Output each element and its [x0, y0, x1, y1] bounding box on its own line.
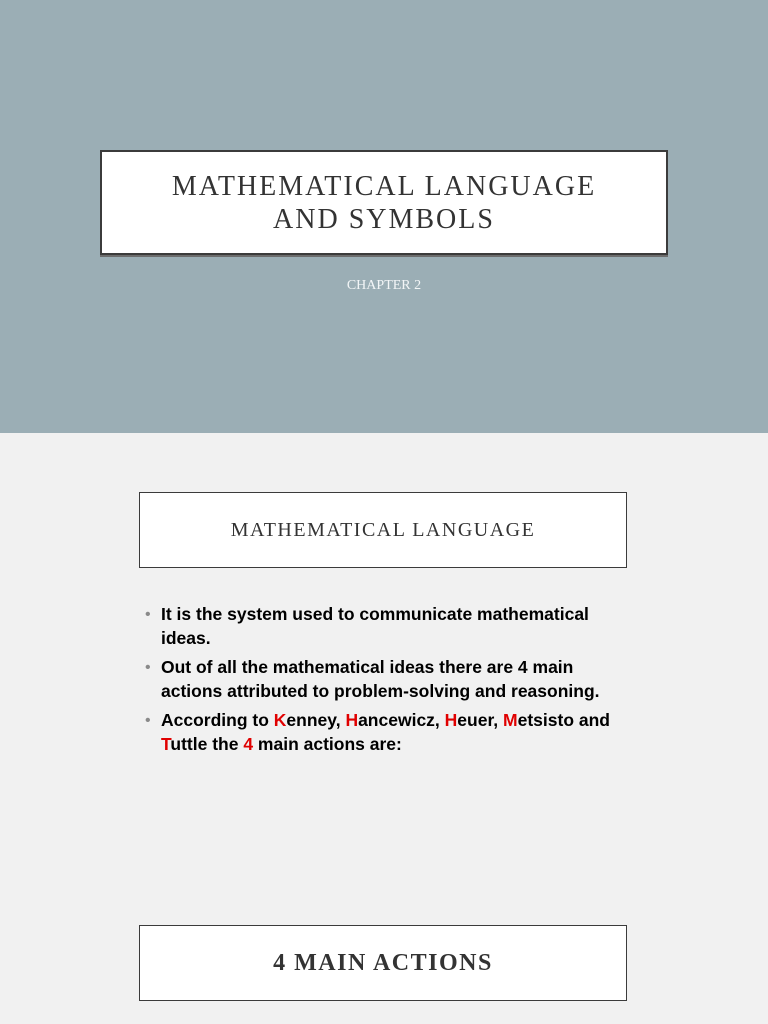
bullet-item [140, 656, 630, 703]
bullet-item [140, 709, 630, 756]
slide-title: MATHEMATICAL LANGUAGE AND SYMBOLS [171, 170, 597, 235]
bullet-text-segment: euer, [457, 710, 504, 730]
highlight-number: 4 [243, 733, 254, 754]
main-actions-title-box [139, 925, 627, 1001]
bullet-item [140, 603, 630, 650]
bullet-text: Out of all the mathematical ideas there are 4 main actions attributed to problem-solving and reasoning. [161, 657, 600, 701]
title-slide [0, 0, 768, 433]
bullet-dot-icon: • [145, 606, 151, 623]
bullet-text: It is the system used to communicate mathematical ideas. [161, 604, 589, 648]
bullet-text-segment: ancewicz, [358, 710, 445, 730]
main-actions-title: 4 MAIN ACTIONS [273, 949, 493, 976]
bullet-text-segment: uttle the [170, 733, 244, 754]
highlight-letter: K [273, 710, 287, 730]
bullet-text-segment: main actions are: [253, 733, 402, 754]
bullet-list [140, 603, 630, 762]
title-box [100, 150, 668, 255]
bullet-dot-icon: • [145, 659, 151, 676]
section-title-box [139, 492, 627, 568]
section-title: MATHEMATICAL LANGUAGE [230, 518, 536, 541]
bullet-dot-icon: • [145, 712, 151, 729]
highlight-letter: T [161, 733, 171, 754]
bullet-text-segment: enney, [286, 710, 346, 730]
highlight-letter: H [345, 710, 359, 730]
bullet-text-segment: etsisto and [517, 710, 610, 730]
highlight-letter: H [444, 710, 458, 730]
highlight-letter: M [503, 710, 518, 730]
bullet-text-segment: According to [161, 710, 274, 730]
chapter-subtitle: CHAPTER 2 [346, 278, 422, 293]
